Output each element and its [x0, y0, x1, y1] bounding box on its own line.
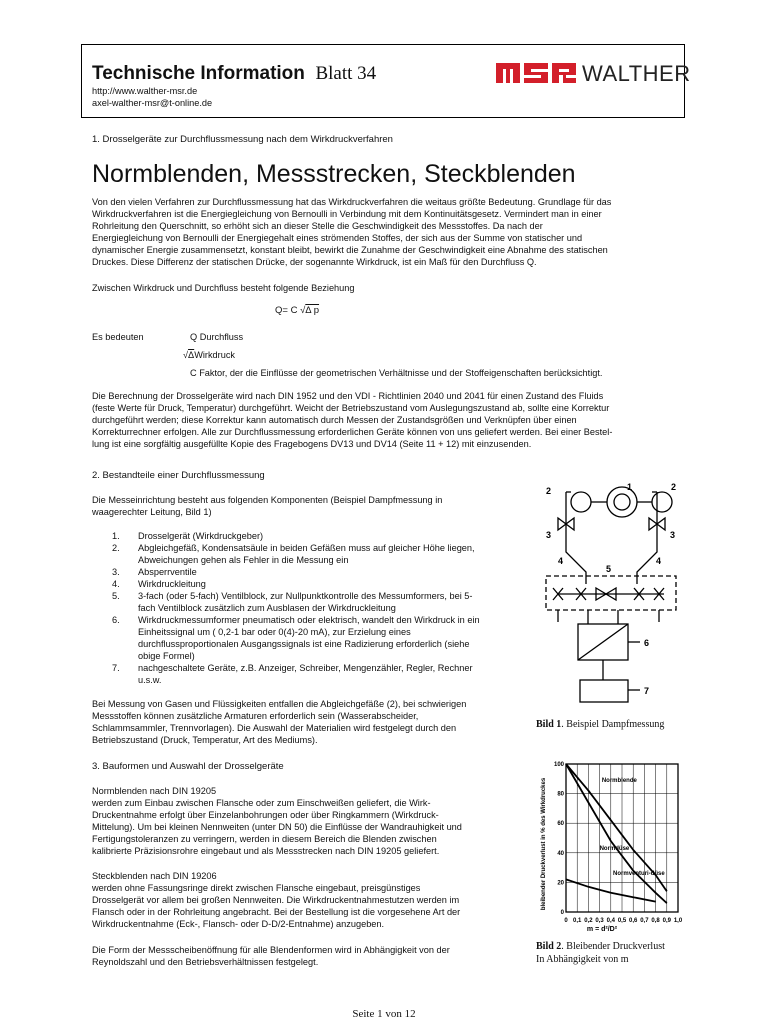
header-title: [92, 61, 376, 86]
series-label: Normventuri-düse: [613, 871, 665, 877]
x-tick-label: 0,2: [584, 918, 593, 924]
calc-line: (feste Werte für Druck, Temperatur) durchgeführt. Weicht der Betriebszustand vom Auslegungszustand ab, sollte eine Korrektur: [92, 403, 610, 413]
x-tick-label: 0,4: [606, 918, 615, 924]
y-tick-label: 60: [557, 821, 564, 828]
diagram-label: 1: [627, 482, 633, 492]
normblenden-line: Druckentnahme erfolgt über Einzelanbohrungen oder über Ringkammern (Wirkdruck-: [92, 810, 439, 820]
intro-line: dynamischer Energie zusammensetzt, konstant bleibt, bewirkt die Zunahme der Geschwindigkeit eine Abnahme des statischen: [92, 245, 608, 255]
meaning-dp-symbol: Δ: [188, 350, 195, 360]
diagram-label: 4: [558, 556, 564, 566]
list-item: durchflussproportionalen Ausgangssignals ist eine Radizierung erforderlich (siehe: [138, 639, 470, 649]
meaning-dp: [183, 349, 235, 361]
chart-xlabel: m = d²/D²: [586, 926, 618, 933]
doc-title: Technische Information: [92, 63, 305, 84]
normblenden-line: werden zum Einbau zwischen Flansche oder zum Einschweißen geliefert, die Wirk-: [92, 798, 431, 808]
steckblenden-line: werden ohne Fassungsringe direkt zwischen Flansche eingebaut, preisgünstiges: [92, 883, 421, 893]
diagram-label: 2: [546, 486, 552, 496]
section-2-intro-line: Die Messeinrichtung besteht aus folgenden Komponenten (Beispiel Dampfmessung in: [92, 495, 443, 505]
diagram-label: 6: [644, 638, 650, 648]
normblenden-line: Mittelung). Um bei kleinen Nennweiten (unter DN 50) die Einflüsse der Wandrauhigkeit und: [92, 822, 462, 832]
sqrt-icon: √: [300, 305, 306, 316]
intro-line: Rohrleitung den Querschnitt, so erhöht sich an dieser Stelle die Geschwindigkeit des Messstoffes. Da nach der: [92, 221, 543, 231]
section-2-heading: 2. Bestandteile einer Durchflussmessung: [92, 470, 265, 481]
list-item-number: 7.: [112, 663, 120, 673]
y-tick-label: 0: [560, 910, 564, 916]
figure-1-caption-label: Bild 1: [536, 719, 562, 730]
list-item: Einheitssignal um ( 0,2-1 bar oder 0(4)-20 mA), zur Erzielung eines: [138, 627, 411, 637]
list-item-number: 5.: [112, 591, 120, 601]
diagram-label: 3: [670, 530, 676, 540]
gas-line: Messstoffen können zusätzliche Armaturen erforderlich sein (Wasserabscheider,: [92, 711, 419, 721]
figure-2-caption: [536, 940, 665, 953]
form-line: Reynoldszahl und den Betriebsverhältnissen festgelegt.: [92, 957, 319, 967]
x-tick-label: 0,7: [640, 918, 649, 924]
website-link[interactable]: http://www.walther-msr.de: [92, 86, 198, 96]
list-item: fach Ventilblock zusätzlich zum Ausblasen der Wirkdruckleitung: [138, 603, 396, 613]
chart-ylabel: bleibender Druckverlust in % des Wirkdruckes: [541, 777, 547, 911]
series-label: Normblende: [601, 777, 637, 784]
gas-line: Betriebszustand (Druck, Temperatur, Art des Mediums).: [92, 735, 318, 745]
calc-line: Korrekturrechner erfolgen. Alle zur Durchflussmessung erforderlichen Geräte können von uns geliefert werden. Bei einer Bestel-: [92, 427, 613, 437]
company-logo: [496, 59, 691, 86]
figure-2-caption-label: Bild 2: [536, 941, 562, 952]
y-tick-label: 40: [557, 850, 564, 857]
meaning-q: Q Durchfluss: [190, 332, 244, 342]
section-3-heading: 3. Bauformen und Auswahl der Drosselgeräte: [92, 761, 284, 772]
meaning-dp-text: Wirkdruck: [194, 350, 236, 360]
diagram-label: 4: [656, 556, 662, 566]
figure-2-caption-line2: In Abhängigkeit von m: [536, 954, 629, 965]
x-tick-label: 0,9: [662, 918, 671, 924]
list-item: Drosselgerät (Wirkdruckgeber): [138, 531, 264, 541]
diagram-label: 3: [546, 530, 552, 540]
gas-line: Bei Messung von Gasen und Flüssigkeiten entfallen die Abgleichgefäße (2), bei schwierigen: [92, 699, 467, 709]
list-item: obige Formel): [138, 651, 195, 661]
figure-1-caption-text: . Beispiel Dampfmessung: [561, 719, 665, 730]
calc-line: durchgeführt werden; diese Korrektur kann automatisch durch Messen der Zustandsgrößen und Verknüpfen über einen: [92, 415, 577, 425]
section-2-intro-line: waagerechter Leitung, Bild 1): [92, 507, 212, 517]
x-tick-label: 0: [564, 918, 568, 924]
x-tick-label: 0,1: [573, 918, 582, 924]
intro-line: Wirkdruckverfahren ist die Energiegleichung von Bernoulli in Verbindung mit dem Kontinuitätsgesetz. Vermindert man in einer: [92, 209, 602, 219]
list-item: Absperrventile: [138, 567, 197, 577]
normblenden-title: Normblenden nach DIN 19205: [92, 786, 217, 796]
x-tick-label: 0,5: [617, 918, 627, 924]
page-footer: Seite 1 von 12: [352, 1008, 416, 1020]
page-title: Normblenden, Messstrecken, Steckblenden: [92, 160, 576, 188]
series-label: Normdüse: [599, 845, 630, 852]
diagram-label: 7: [644, 686, 650, 696]
logo-walther-text: WALTHER: [582, 61, 691, 86]
calc-line: Die Berechnung der Drosselgeräte wird nach DIN 1952 und den VDI - Richtlinien 2040 und 2041 für einen Zustand des Fluids: [92, 391, 604, 401]
y-tick-label: 80: [557, 791, 564, 798]
list-item: Wirkdruckleitung: [138, 579, 206, 589]
chart-grid: [566, 764, 678, 912]
list-item-number: 4.: [112, 579, 120, 589]
steam-measurement-diagram: [536, 476, 686, 710]
normblenden-line: Fertigungstoleranzen zu verringern, werden in diesem Bereich die Blenden zwischen: [92, 834, 437, 844]
flow-formula: [275, 305, 319, 318]
calc-line: lung ist eine sorgfältig ausgefüllte Kopie des Fragebogens DV13 und DV14 (Seite 11 + 12) mit einzusenden.: [92, 439, 532, 449]
x-tick-label: 0,3: [595, 918, 604, 924]
relation-intro: Zwischen Wirkdruck und Durchfluss besteht folgende Beziehung: [92, 283, 355, 293]
list-item: Wirkdruckmessumformer pneumatisch oder elektrisch, wandelt den Wirkdruck in ein: [138, 615, 480, 625]
steckblenden-line: Wirkdruckentnahme (Eck-, Flansch- oder D-D/2-Entnahme) anzugeben.: [92, 919, 385, 929]
steckblenden-line: Flansch oder in der Rohrleitung angebracht. Bei der Bestellung ist die vorgesehene Art der: [92, 907, 461, 917]
diagram-label: 2: [671, 482, 677, 492]
gas-line: Schlammsammler, Trennvorlagen). Die Auswahl der Materialien wird festgelegt durch den: [92, 723, 457, 733]
msr-logo-mark: [496, 61, 578, 87]
sheet-number: Blatt 34: [315, 63, 377, 84]
list-item: 3-fach (oder 5-fach) Ventilblock, zur Nullpunktkontrolle des Messumformers, bei 5-: [138, 591, 473, 601]
list-item-number: 6.: [112, 615, 120, 625]
form-line: Die Form der Messscheibenöffnung für alle Blendenformen wird in Abhängigkeit von der: [92, 945, 450, 955]
figure-1-caption: [536, 718, 664, 731]
steckblenden-line: Drosselgerät vor allem bei großen Nennweiten. Die Wirkdruckentnahmestutzen werden im: [92, 895, 460, 905]
list-item-number: 1.: [112, 531, 120, 541]
pressure-loss-chart: [536, 760, 686, 938]
formula-root: Δ p: [305, 305, 320, 316]
section-1-heading: 1. Drosselgeräte zur Durchflussmessung nach dem Wirkdruckverfahren: [92, 134, 393, 145]
list-item-number: 2.: [112, 543, 120, 553]
x-tick-label: 1,0: [673, 918, 683, 924]
list-item: Abgleichgefäß, Kondensatsäule in beiden Gefäßen muss auf gleicher Höhe liegen,: [138, 543, 475, 553]
list-item-number: 3.: [112, 567, 120, 577]
steckblenden-title: Steckblenden nach DIN 19206: [92, 871, 217, 881]
normblenden-line: kalibrierte Präzisionsrohre eingebaut und als Messstrecken nach DIN 19205 geliefert.: [92, 846, 440, 856]
y-tick-label: 20: [557, 880, 564, 887]
formula-lhs: Q= C: [275, 305, 298, 316]
email-link[interactable]: axel-walther-msr@t-online.de: [92, 98, 213, 108]
x-tick-label: 0,6: [629, 918, 638, 924]
meaning-c: C Faktor, der die Einflüsse der geometrischen Verhältnisse und der Stoffeigenschaften berücksichtigt.: [190, 368, 603, 378]
header-box: [81, 44, 691, 118]
list-item: nachgeschaltete Geräte, z.B. Anzeiger, Schreiber, Mengenzähler, Regler, Rechner: [138, 663, 473, 673]
figure-2-caption-text: . Bleibender Druckverlust: [561, 941, 665, 952]
intro-line: Von den vielen Verfahren zur Durchflussmessung hat das Wirkdruckverfahren die weitaus größte Bedeutung. Grundlage für das: [92, 197, 612, 207]
intro-line: Energiegleichung von Bernoulli der Energiegehalt eines strömenden Stoffes, der sich aus der Summe von statischer und: [92, 233, 583, 243]
list-item: Abweichungen gehen als Fehler in die Messung ein: [138, 555, 349, 565]
x-tick-label: 0,8: [651, 918, 660, 924]
y-tick-label: 100: [553, 762, 564, 768]
intro-line: Druckes. Diese Differenz der statischen Drücke, der sogenannte Wirkdruck, ist ein Maß für den Durchfluss Q.: [92, 257, 537, 267]
list-item: u.s.w.: [138, 675, 162, 685]
meaning-label: Es bedeuten: [92, 332, 144, 342]
diagram-label: 5: [606, 564, 612, 574]
sqrt-icon: √: [183, 350, 189, 360]
